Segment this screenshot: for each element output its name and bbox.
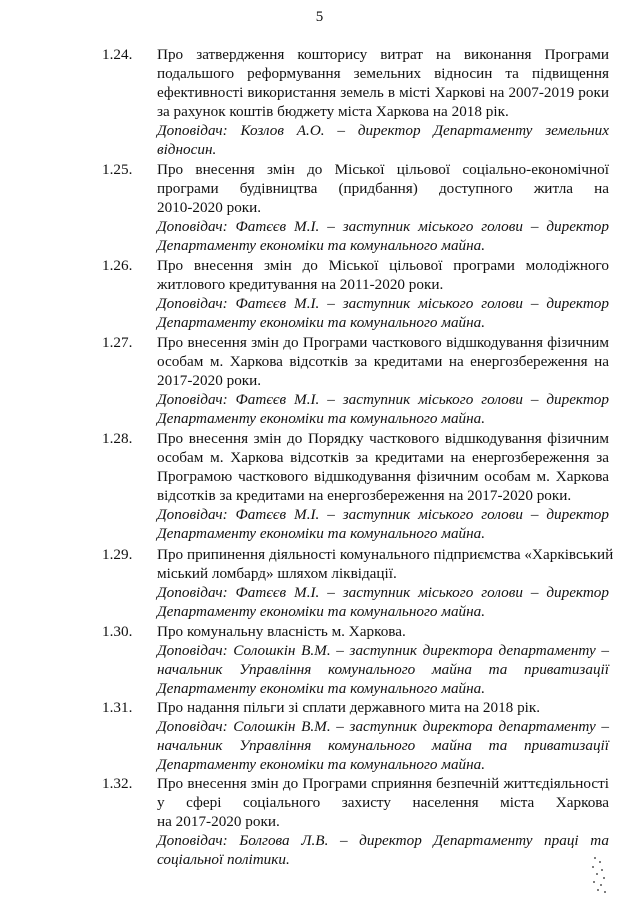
speaker-line: Доповідач: Фатєєв М.І. – заступник міського голови – директор — [157, 584, 609, 601]
speaker-line: соціальної політики. — [157, 851, 290, 868]
agenda-item-number: 1.28. — [102, 430, 133, 447]
title-line: особам м. Харкова відсотків за кредитами на енергозбереження за — [157, 449, 609, 466]
speaker-line: Департаменту економіки та комунального майна. — [157, 756, 486, 773]
title-line: ефективності використання земель в місті Харкові на 2007-2019 роки — [157, 84, 609, 101]
agenda-item-number: 1.24. — [102, 46, 133, 63]
agenda-item-body — [157, 545, 614, 621]
title-line: у сфері соціального захисту населення міста Харкова — [157, 794, 609, 811]
agenda-item-body — [157, 160, 609, 255]
title-line: програми будівництва (придбання) доступного житла на — [157, 180, 609, 197]
speaker-line: Доповідач: Болгова Л.В. – директор Департаменту праці та — [157, 832, 609, 849]
page-number: 5 — [315, 9, 324, 25]
title-line: особам м. Харкова відсотків за кредитами на енергозбереження на — [157, 353, 609, 370]
agenda-item-body — [157, 333, 609, 428]
title-line: 2010-2020 роки. — [157, 199, 262, 216]
agenda-item-body — [157, 774, 609, 869]
agenda-item-number: 1.27. — [102, 334, 133, 351]
agenda-item-number: 1.26. — [102, 257, 133, 274]
agenda-item-body — [157, 45, 609, 159]
title-line: Про припинення діяльності комунального підприємства «Харківський — [157, 546, 614, 563]
title-line: Про затвердження кошторису витрат на виконання Програми — [157, 46, 609, 63]
speaker-line: відносин. — [157, 141, 217, 158]
title-line: житлового кредитування на 2011-2020 роки. — [157, 276, 444, 293]
speaker-line: Доповідач: Козлов А.О. – директор Департаменту земельних — [157, 122, 609, 139]
speaker-line: Департаменту економіки та комунального майна. — [157, 237, 486, 254]
title-line: на 2017-2020 роки. — [157, 813, 280, 830]
agenda-item-number: 1.29. — [102, 546, 133, 563]
agenda-item-number: 1.25. — [102, 161, 133, 178]
agenda-item-body — [157, 622, 609, 698]
speaker-line: Департаменту економіки та комунального майна. — [157, 314, 486, 331]
agenda-item-body — [157, 698, 609, 774]
title-line: Про внесення змін до Порядку часткового відшкодування фізичним — [157, 430, 609, 447]
speaker-line: Департаменту економіки та комунального майна. — [157, 410, 486, 427]
agenda-item-body — [157, 256, 609, 332]
speaker-line: начальник Управління комунального майна та приватизації — [157, 737, 609, 754]
title-line: за рахунок коштів бюджету міста Харкова на 2018 рік. — [157, 103, 509, 120]
title-line: Програмою часткового відшкодування фізичним особам м. Харкова — [157, 468, 609, 485]
speaker-line: Доповідач: Фатєєв М.І. – заступник міського голови – директор — [157, 295, 609, 312]
title-line: подальшого реформування земельних відносин та підвищення — [157, 65, 609, 82]
title-line: Про внесення змін до Програми сприяння безпечній життєдіяльності — [157, 775, 609, 792]
title-line: Про внесення змін до Міської цільової програми молодіжного — [157, 257, 609, 274]
speaker-line: начальник Управління комунального майна та приватизації — [157, 661, 609, 678]
speaker-line: Департаменту економіки та комунального майна. — [157, 603, 486, 620]
title-line: 2017-2020 роки. — [157, 372, 262, 389]
agenda-item-body — [157, 429, 609, 543]
speaker-line: Доповідач: Фатєєв М.І. – заступник міського голови – директор — [157, 506, 609, 523]
agenda-item-number: 1.32. — [102, 775, 133, 792]
title-line: міський ломбард» шляхом ліквідації. — [157, 565, 397, 582]
speaker-line: Департаменту економіки та комунального майна. — [157, 680, 486, 697]
speaker-line: Доповідач: Солошкін В.М. – заступник директора департаменту – — [157, 642, 609, 659]
scan-speckle — [588, 855, 610, 895]
speaker-line: Доповідач: Фатєєв М.І. – заступник міського голови – директор — [157, 218, 609, 235]
agenda-item-number: 1.31. — [102, 699, 133, 716]
speaker-line: Доповідач: Фатєєв М.І. – заступник міського голови – директор — [157, 391, 609, 408]
title-line: Про надання пільги зі сплати державного мита на 2018 рік. — [157, 699, 541, 716]
title-line: Про комунальну власність м. Харкова. — [157, 623, 406, 640]
speaker-line: Доповідач: Солошкін В.М. – заступник директора департаменту – — [157, 718, 609, 735]
title-line: відсотків за кредитами на енергозбереження на 2017-2020 роки. — [157, 487, 572, 504]
title-line: Про внесення змін до Програми часткового відшкодування фізичним — [157, 334, 609, 351]
agenda-item-number: 1.30. — [102, 623, 133, 640]
title-line: Про внесення змін до Міської цільової соціально-економічної — [157, 161, 609, 178]
speaker-line: Департаменту економіки та комунального майна. — [157, 525, 486, 542]
